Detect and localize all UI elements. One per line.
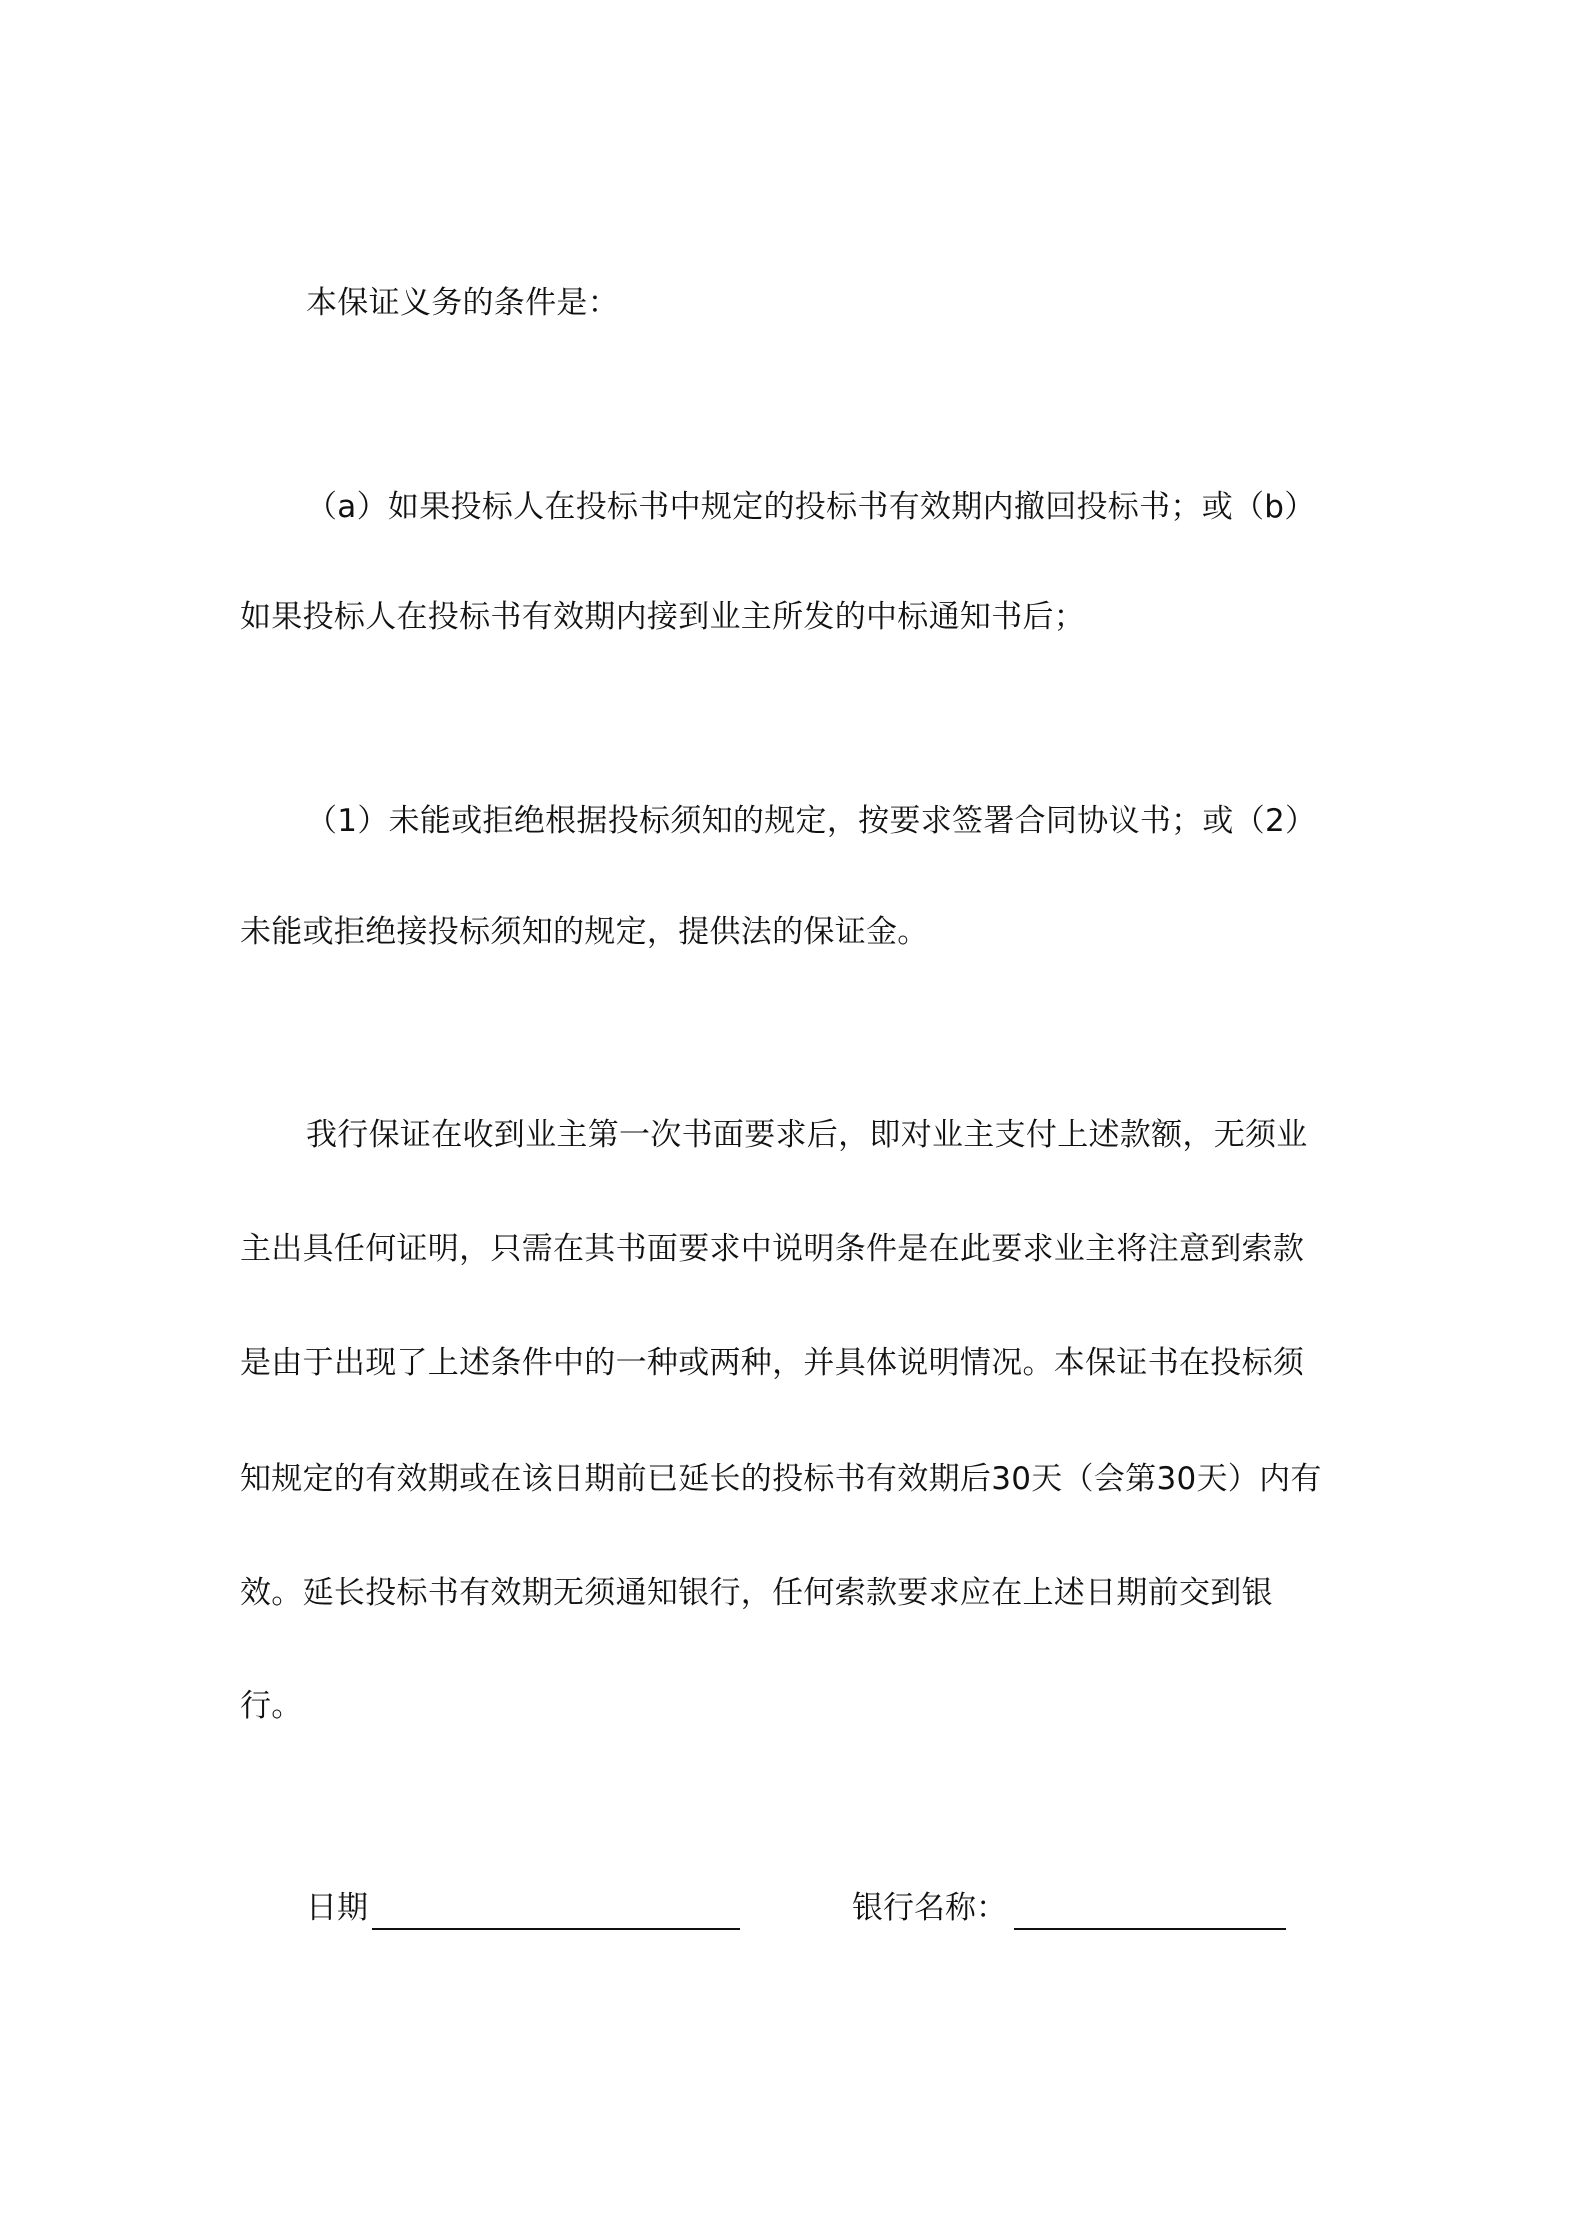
guarantee-line-3: 是由于出现了上述条件中的一种或两种，并具体说明情况。本保证书在投标须: [240, 1345, 1305, 1381]
date-label: 日期: [306, 1890, 368, 1926]
guarantee-line-4: 知规定的有效期或在该日期前已延长的投标书有效期后30天（会第30天）内有: [240, 1461, 1322, 1497]
guarantee-line-5: 效。延长投标书有效期无须通知银行，任何索款要求应在上述日期前交到银: [240, 1575, 1273, 1611]
bank-name-signature-line[interactable]: [1014, 1928, 1286, 1930]
guarantee-line-2: 主出具任何证明，只需在其书面要求中说明条件是在此要求业主将注意到索款: [240, 1231, 1305, 1267]
condition-a-line-2: 如果投标人在投标书有效期内接到业主所发的中标通知书后；: [240, 599, 1086, 635]
guarantee-line-6: 行。: [240, 1688, 303, 1724]
conditions-intro-text: 本保证义务的条件是：: [306, 285, 619, 321]
condition-1-line-2: 未能或拒绝接投标须知的规定，提供法的保证金。: [240, 914, 929, 950]
guarantee-line-1: 我行保证在收到业主第一次书面要求后，即对业主支付上述款额，无须业: [306, 1117, 1308, 1153]
date-signature-line[interactable]: [372, 1928, 740, 1930]
condition-a-line-1: （a）如果投标人在投标书中规定的投标书有效期内撤回投标书；或（b）: [306, 489, 1316, 525]
condition-1-line-1: （1）未能或拒绝根据投标须知的规定，按要求签署合同协议书；或（2）: [306, 803, 1317, 839]
bank-name-label: 银行名称：: [852, 1890, 1007, 1926]
